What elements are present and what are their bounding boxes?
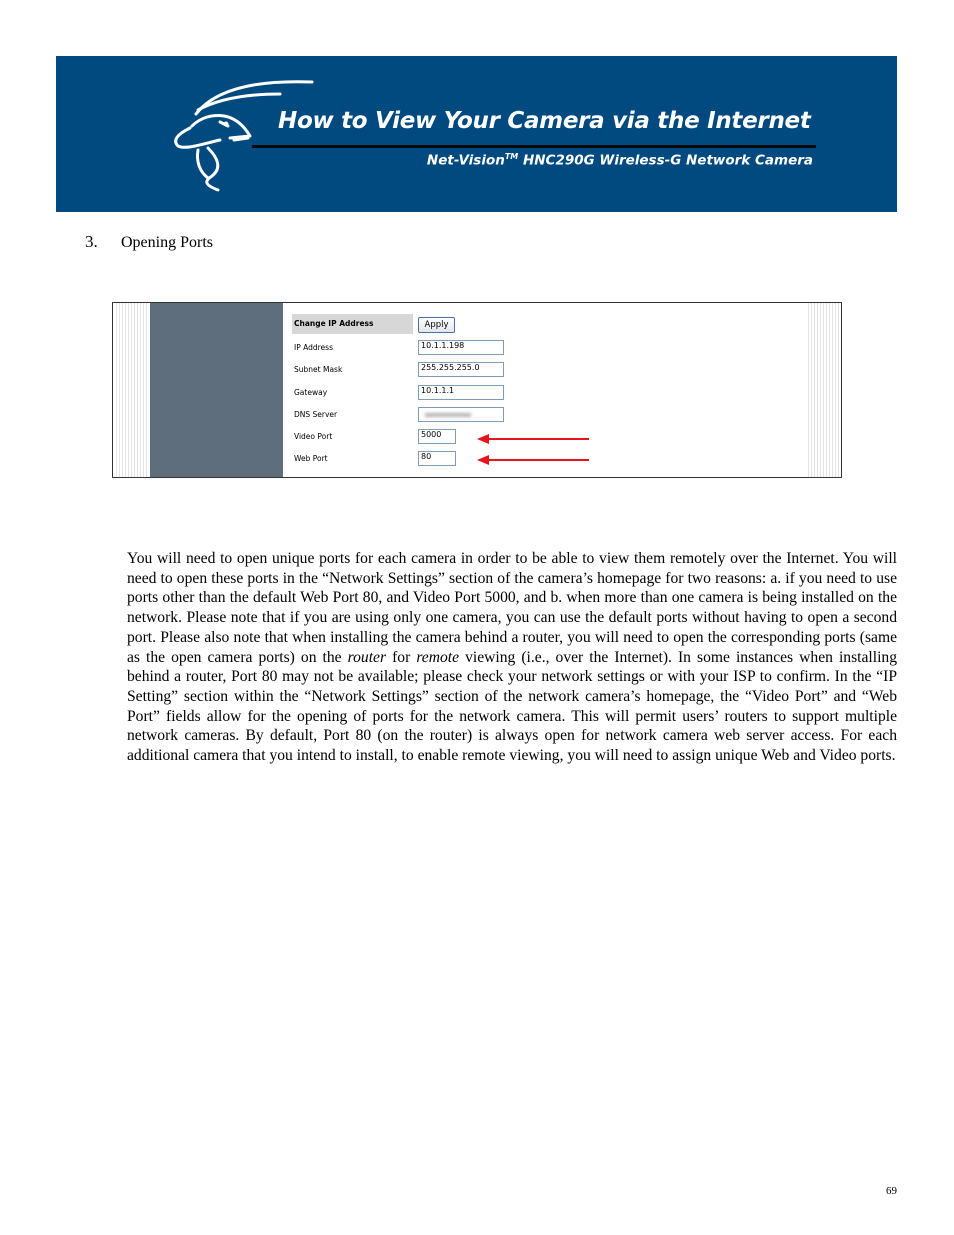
- trademark-mark: TM: [504, 152, 519, 161]
- instruction-paragraph: [127, 549, 897, 766]
- step-number: 3.: [85, 232, 98, 251]
- web-port-arrow-icon: [477, 454, 591, 466]
- emphasis-router: router: [347, 648, 387, 666]
- page-number: 69: [886, 1185, 897, 1197]
- banner-divider: [252, 145, 816, 148]
- ip-address-field[interactable]: 10.1.1.198: [418, 340, 504, 355]
- paragraph-part-1: You will need to open unique ports for each camera in order to be able to view them remotely over the Internet. You will need to open these ports in the “Network Settings” section of the camera’s homepage for two reasons: a. if you need to use ports other than the default Web Port 80, and Video Port 5000, and b. when more than one camera is being installed on the network. Please note that if you are using only one camera, you can use the default ports without having to open a second port. Please also note that when installing the camera behind a router, you will need to open the corresponding ports (same as the open camera ports) on the: [127, 550, 897, 666]
- apply-button[interactable]: Apply: [418, 317, 455, 333]
- video-port-arrow-icon: [477, 433, 591, 445]
- gateway-label: Gateway: [294, 388, 328, 397]
- web-port-label: Web Port: [294, 454, 328, 463]
- dns-server-label: DNS Server: [294, 410, 338, 419]
- video-port-label: Video Port: [294, 432, 333, 441]
- video-port-field[interactable]: 5000: [418, 429, 456, 444]
- banner-title: How to View Your Camera via the Internet: [278, 108, 811, 134]
- brand-name: Net-Vision: [426, 152, 505, 169]
- emphasis-remote: remote: [416, 648, 460, 666]
- side-navigation-panel: [150, 303, 283, 477]
- subnet-mask-field[interactable]: 255.255.255.0: [418, 362, 504, 377]
- blurred-dns-value: [425, 413, 471, 417]
- gateway-field[interactable]: 10.1.1.1: [418, 385, 504, 400]
- subnet-mask-label: Subnet Mask: [294, 365, 343, 374]
- left-stripes: [114, 303, 148, 477]
- paragraph-part-2: viewing (i.e., over the Internet). In some instances when installing behind a router, Port 80 may not be available; please check your network settings or with your ISP to confirm. In the “IP Setting” section within the “Network Settings” section of the network camera’s homepage, the “Video Port” and “Web Port” fields allow for the opening of ports for the network camera. This will permit users’ routers to support multiple network cameras. By default, Port 80 (on the router) is always open for network camera web server access. For each additional camera that you intend to install, to enable remote viewing, you will need to assign unique Web and Video ports.: [127, 648, 897, 765]
- right-stripes: [806, 303, 840, 477]
- network-settings-screenshot: [112, 302, 842, 478]
- product-name: HNC290G Wireless-G Network Camera: [518, 152, 813, 169]
- web-port-field[interactable]: 80: [418, 451, 456, 466]
- paragraph-joiner: for: [386, 648, 417, 666]
- change-ip-header-label: Change IP Address: [294, 319, 374, 328]
- ip-address-label: IP Address: [294, 343, 333, 352]
- header-banner: [56, 56, 897, 212]
- step-heading: [85, 232, 213, 252]
- change-ip-header: [292, 314, 413, 334]
- banner-subtitle: [427, 152, 813, 169]
- dns-server-field[interactable]: [418, 407, 504, 422]
- step-title: Opening Ports: [121, 234, 213, 251]
